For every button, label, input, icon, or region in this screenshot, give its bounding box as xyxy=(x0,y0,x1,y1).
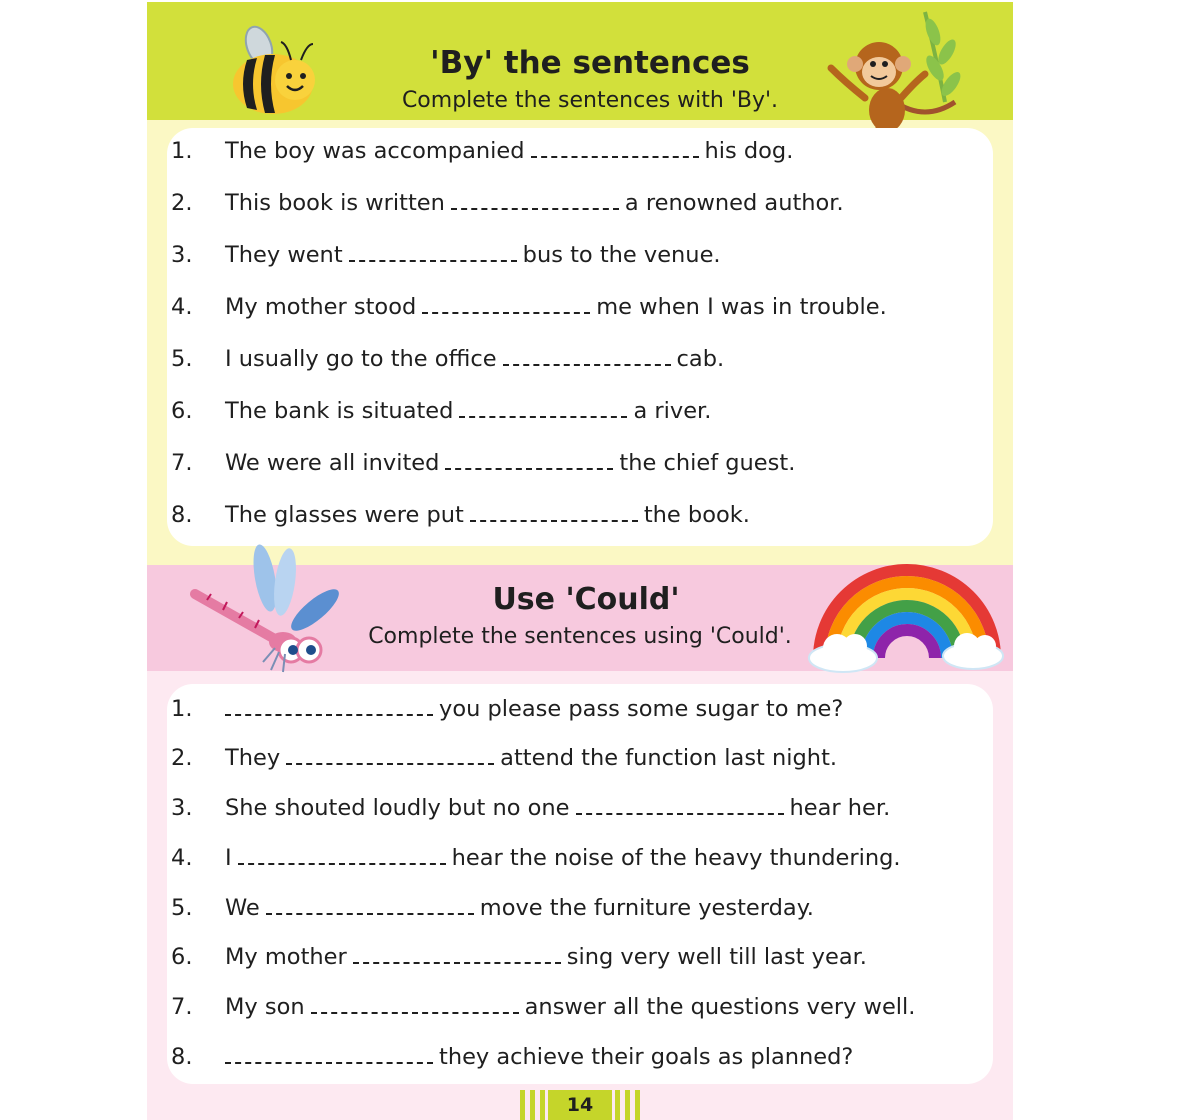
answer-blank[interactable] xyxy=(238,845,446,865)
list-item: 4. My mother stood me when I was in trouble. xyxy=(171,294,887,320)
list-item: 8. The glasses were put the book. xyxy=(171,502,750,528)
list-item: 8. they achieve their goals as planned? xyxy=(171,1044,854,1070)
answer-blank[interactable] xyxy=(225,1044,433,1064)
answer-blank[interactable] xyxy=(531,138,699,158)
list-item: 1. The boy was accompanied his dog. xyxy=(171,138,794,164)
page-number-stripe xyxy=(530,1090,535,1120)
section2-title: Use 'Could' xyxy=(492,582,680,617)
page-number-stripe xyxy=(520,1090,525,1120)
answer-blank[interactable] xyxy=(311,994,519,1014)
list-item: 2. They attend the function last night. xyxy=(171,745,838,771)
section1-subtitle: Complete the sentences with 'By'. xyxy=(401,88,779,113)
answer-blank[interactable] xyxy=(286,745,494,765)
list-item: 5. I usually go to the office cab. xyxy=(171,346,725,372)
answer-blank[interactable] xyxy=(503,346,671,366)
worksheet-page xyxy=(147,2,1013,1120)
list-item: 1. you please pass some sugar to me? xyxy=(171,696,844,722)
page-number-stripe xyxy=(635,1090,640,1120)
list-item: 7. We were all invited the chief guest. xyxy=(171,450,796,476)
answer-blank[interactable] xyxy=(353,944,561,964)
answer-blank[interactable] xyxy=(451,190,619,210)
page-number-stripe xyxy=(615,1090,620,1120)
answer-blank[interactable] xyxy=(576,795,784,815)
section2-card xyxy=(167,684,993,1084)
section2-subtitle: Complete the sentences using 'Could'. xyxy=(368,624,792,649)
list-item: 7. My son answer all the questions very well. xyxy=(171,994,916,1020)
answer-blank[interactable] xyxy=(470,502,638,522)
list-item: 6. My mother sing very well till last year. xyxy=(171,944,867,970)
page-number-stripe xyxy=(625,1090,630,1120)
list-item: 6. The bank is situated a river. xyxy=(171,398,712,424)
list-item: 4. I hear the noise of the heavy thundering. xyxy=(171,845,901,871)
page-number-box xyxy=(520,1090,640,1120)
page-number-stripe xyxy=(540,1090,545,1120)
answer-blank[interactable] xyxy=(445,450,613,470)
section1-title: 'By' the sentences xyxy=(430,45,750,81)
answer-blank[interactable] xyxy=(225,696,433,716)
page-number: 14 xyxy=(548,1090,612,1120)
answer-blank[interactable] xyxy=(422,294,590,314)
answer-blank[interactable] xyxy=(266,895,474,915)
list-item: 3. She shouted loudly but no one hear her. xyxy=(171,795,891,821)
list-item: 3. They went bus to the venue. xyxy=(171,242,721,268)
answer-blank[interactable] xyxy=(459,398,627,418)
answer-blank[interactable] xyxy=(349,242,517,262)
list-item: 5. We move the furniture yesterday. xyxy=(171,895,814,921)
list-item: 2. This book is written a renowned author. xyxy=(171,190,844,216)
